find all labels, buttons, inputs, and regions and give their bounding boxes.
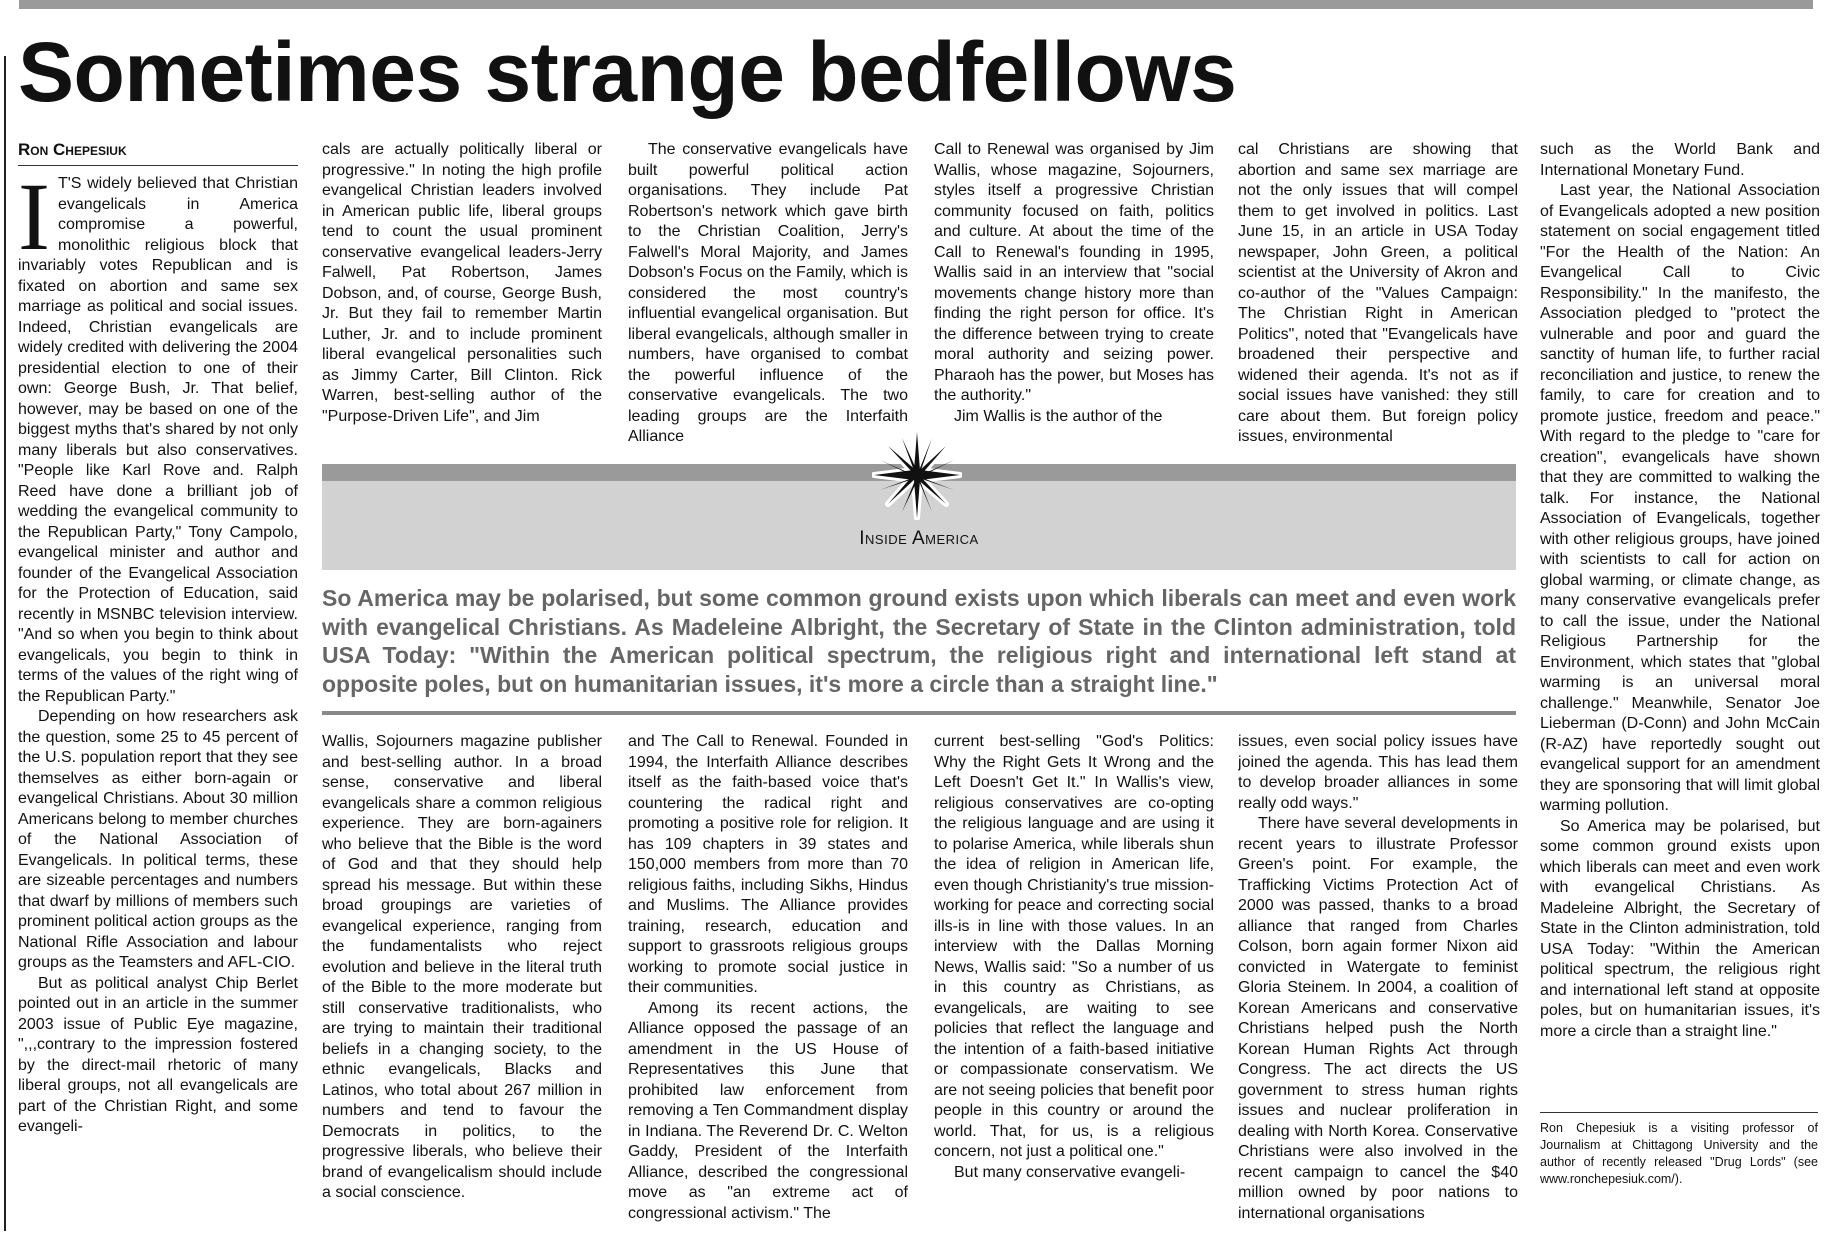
article-column-2-top <box>322 140 602 450</box>
col6-paragraph-2: Last year, the National Association of Evangelicals adopted a new position statement on social engagement titled "For the Health of the Nation: An Evangelical Call to Civic Responsibility." In the manifesto, the Association pledged to "protect the vulnerable and poor and guard the sanctity of human life, to further racial reconciliation and justice, to renew the family, to care for creation and to promote justice, freedom and peace." With regard to the pledge to "care for creation", evangelicals have shown that they are committed to walking the talk. For instance, the National Association of Evangelicals, together with other religious groups, have joined with scientists to call for action on global warming, or climate change, as many conservative evangelicals prefer to call the issue, under the National Religious Partnership for the Environment, which states that "global warming is an universal moral challenge." Meanwhile, Senator Joe Lieberman (D-Conn) and John McCain (R-AZ) have reportedly sought out evangelical support for an amendment they are sponsoring that will limit global warming pollution. <box>1540 182 1820 814</box>
drop-cap: I <box>18 174 50 270</box>
article-column-1 <box>18 174 298 1229</box>
top-rule <box>19 0 1813 9</box>
col1-paragraph-2: Depending on how researchers ask the question, some 25 to 45 percent of the U.S. population report that they see themselves as either born-again or evangelical Christians. About 30 million Americans belong to member churches of the National Association of Evangelicals. In political terms, these are sizeable percentages and numbers that dwarf by millions of members such prominent political action groups as the National Rifle Association and labour groups as the Teamsters and AFL-CIO. <box>18 708 298 971</box>
article-column-4-top <box>934 140 1214 450</box>
article-column-3-top <box>628 140 908 450</box>
col4-top-paragraph-2: Jim Wallis is the author of the <box>954 407 1163 425</box>
article-column-2-bottom <box>322 732 602 1229</box>
col1-paragraph-1 <box>18 174 298 707</box>
col5-bottom-paragraph-1: issues, even social policy issues have joined the agenda. This has lead them to develop broader alliances in some really odd ways." <box>1238 733 1518 812</box>
col5-top-paragraph: cal Christians are showing that abortion and same sex marriage are not the only issues that will compel them to get involved in politics. Last June 15, in an article in USA Today newspaper, John Green, a political scientist at the University of Akron and co-author of the "Values Campaign: The Christian Right in American Politics", noted that "Evangelicals have broadened their perspective and widened their agenda. It's not as if social issues have vanished: they still care about them. But foreign policy issues, environmental <box>1238 141 1518 445</box>
starburst-icon <box>872 430 962 520</box>
section-label: Inside America <box>859 528 979 549</box>
article-column-3-bottom <box>628 732 908 1229</box>
col6-paragraph-3: So America may be polarised, but some common ground exists upon which liberals can meet and even work with evangelical Christians. As Madeleine Albright, the Secretary of State in the Clinton administration, told USA Today: "Within the American political spectrum, the religious right and international left stand at opposite poles, but on humanitarian issues, it's more a circle than a straight line." <box>1540 817 1820 1040</box>
col1-paragraph-1-text: T'S widely believed that Christian evangelicals in America compromise a powerful, monolithic religious block that invariably votes Republican and is fixated on abortion and same sex marriage as political and social issues. Indeed, Christian evangelicals are widely credited with delivering the 2004 presidential election to one of their own: George Bush, Jr. That belief, however, may be based on one of the biggest myths that's shared by not only many liberals but also conservatives. "People like Karl Rove and. Ralph Reed have done a brilliant job of wedding the evangelical community to the Republican Party," Tony Campolo, evangelical minister and author and founder of the Evangelical Association for the Protection of Education, said recently in MSNBC television interview. "And so when you begin to think about evangelicals, you begin to think in terms of the values of the right wing of the Republican Party." <box>18 175 298 705</box>
article-column-5-top <box>1238 140 1518 450</box>
pull-quote: So America may be polarised, but some common ground exists upon which liberals can meet and even work with evangelical Christians. As Madeleine Albright, the Secretary of State in the Clinton administration, told USA Today: "Within the American political spectrum, the religious right and international left stand at opposite poles, but on humanitarian issues, it's more a circle than a straight line." <box>322 585 1516 697</box>
article-column-6 <box>1540 140 1820 1100</box>
article-column-5-bottom <box>1238 732 1518 1229</box>
col1-paragraph-3: But as political analyst Chip Berlet pointed out in an article in the summer 2003 issue of Public Eye magazine, ",,,contrary to the impression fostered by the direct-mail rhetoric of many liberal groups, not all evangelicals are part of the Christian Right, and some evangeli- <box>18 974 298 1135</box>
left-margin-rule <box>4 56 6 1231</box>
col3-top-paragraph: The conservative evangelicals have built powerful political action organisations. They include Pat Robertson's network which gave birth to the Christian Coalition, Jerry's Falwell's Moral Majority, and James Dobson's Focus on the Family, which is considered the most country's influential evangelical organisation. But liberal evangelicals, although smaller in numbers, have organised to combat the powerful influence of the conservative evangelicals. The two leading groups are the Interfaith Alliance <box>628 141 908 445</box>
col3-bottom-paragraph-1: and The Call to Renewal. Founded in 1994, the Interfaith Alliance describes itself as the faith-based voice that's countering the radical right and promoting a positive role for religion. It has 109 chapters in 39 states and 150,000 members from more than 70 religious faiths, including Sikhs, Hindus and Muslims. The Alliance provides training, research, education and support to grassroots religious groups working to promote social justice in their communities. <box>628 733 908 996</box>
author-bio: Ron Chepesiuk is a visiting professor of Journalism at Chittagong University and the author of recently released "Drug Lords" (see www.ronchepesiuk.com/). <box>1540 1121 1818 1186</box>
col4-top-paragraph-1: Call to Renewal was organised by Jim Wallis, whose magazine, Sojourners, styles itself a progressive Christian community focused on faith, politics and culture. At about the time of the Call to Renewal's founding in 1995, Wallis said in an interview that "social movements change history more than finding the right person for office. It's the difference between trying to create moral authority and seizing power. Pharaoh has the power, but Moses has the authority." <box>934 141 1214 404</box>
byline: Ron Chepesiuk <box>18 140 127 159</box>
col6-paragraph-1: such as the World Bank and International Monetary Fund. <box>1540 141 1820 179</box>
col4-bottom-paragraph-2: But many conservative evangeli- <box>954 1163 1186 1181</box>
col5-bottom-paragraph-2: There have several developments in recent years to illustrate Professor Green's point. For example, the Trafficking Victims Protection Act of 2000 was passed, thanks to a broad alliance that ranged from Charles Colson, born again former Nixon aid convicted in Watergate to feminist Gloria Steinem. In 2004, a coalition of Korean Americans and conservative Christians helped push the North Korean Human Rights Act through Congress. The act directs the US government to stress human rights issues and nuclear proliferation in dealing with North Korea. Conservative Christians were also involved in the recent campaign to cancel the $40 million owned by poor nations to international organisations <box>1238 815 1518 1222</box>
col2-top-paragraph: cals are actually politically liberal or progressive." In noting the high profile evangelical Christian leaders involved in American public life, liberal groups tend to count the usual prominent conservative evangelical leaders-Jerry Falwell, Pat Robertson, James Dobson, and, of course, George Bush, Jr. But they fail to remember Martin Luther, Jr. and to include prominent liberal evangelical personalities such as Jimmy Carter, Bill Clinton. Rick Warren, best-selling author of the "Purpose-Driven Life", and Jim <box>322 141 602 425</box>
col2-bottom-paragraph: Wallis, Sojourners magazine publisher and best-selling author. In a broad sense, conservative and liberal evangelicals share a common religious experience. They are born-againers who believe that the Bible is the word of God and that they should help spread his message. But within these broad groupings are varieties of evangelical experience, ranging from the fundamentalists who reject evolution and believe in the literal truth of the Bible to the more moderate but still conservative traditionalists, who are trying to maintain their traditional beliefs in a changing society, to the ethnic evangelicals, Blacks and Latinos, who total about 267 million in numbers and tend to favour the Democrats in politics, to the progressive liberals, who believe their brand of evangelicalism should include a social conscience. <box>322 733 602 1201</box>
col4-bottom-paragraph-1: current best-selling "God's Politics: Why the Right Gets It Wrong and the Left Doesn't Get It." In Wallis's view, religious conservatives are co-opting the religious language and are using it to polarise America, while liberals shun the idea of religion in American life, even though Christianity's true mission-working for peace and correcting social ills-is in line with those values. In an interview with the Dallas Morning News, Wallis said: "So a number of us in this country as Christians, as evangelicals, are waiting to see policies that reflect the language and the intention of a faith-based initiative or compassionate conservatism. We are not seeing policies that benefit poor people in this country or around the world. That, for us, is a religious concern, not just a political one." <box>934 733 1214 1160</box>
pull-quote-rule <box>322 711 1516 715</box>
author-bio-rule <box>1540 1112 1818 1113</box>
article-column-4-bottom <box>934 732 1214 1229</box>
byline-rule <box>18 165 298 166</box>
headline: Sometimes strange bedfellows <box>18 25 1237 119</box>
col3-bottom-paragraph-2: Among its recent actions, the Alliance opposed the passage of an amendment in the US House of Representatives this June that prohibited law enforcement from removing a Ten Commandment display in Indiana. The Reverend Dr. C. Welton Gaddy, President of the Interfaith Alliance, described the congressional move as "an extreme act of congressional activism." The <box>628 999 908 1222</box>
